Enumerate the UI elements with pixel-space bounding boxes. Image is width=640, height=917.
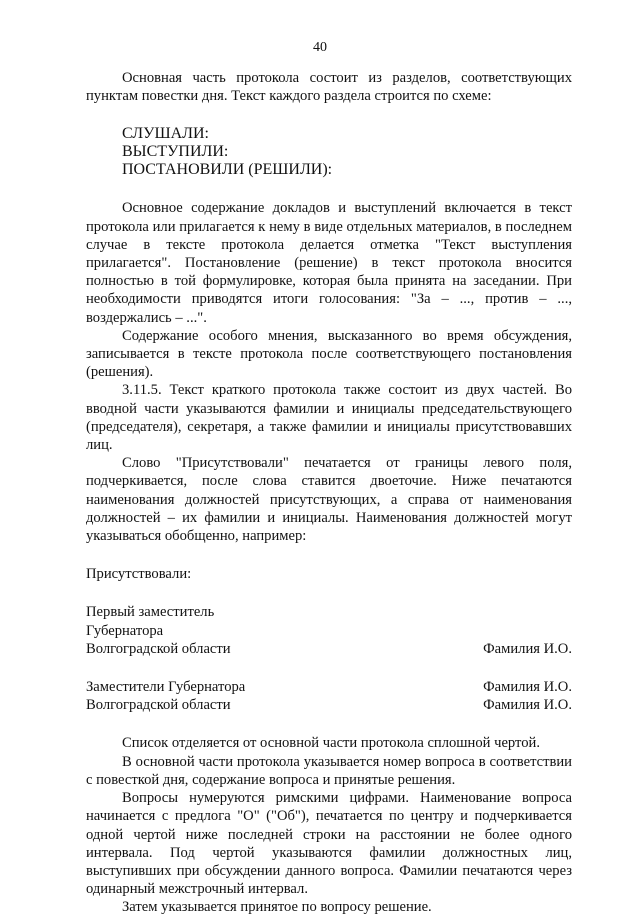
body-paragraph-3: 3.11.5. Текст краткого протокола также состоит из двух частей. Во вводной части указываются фамилии и инициалы председательствующего (председателя), секретаря, а также фамилии и инициалы присутствовавших лиц. [86, 382, 572, 454]
position-line: Волгоградской области [86, 697, 231, 714]
body-paragraph-4: Слово "Присутствовали" печатается от границы левого поля, подчеркивается, после слова ставится двоеточие. Ниже печатаются наименования должностей присутствующих, а справа от наименования должностей – их фамилии и инициалы. Наименования должностей могут указываться обобщенно, например: [86, 455, 572, 545]
attendee-name: Фамилия И.О. [483, 679, 572, 696]
body-paragraph-1: Основное содержание докладов и выступлений включается в текст протокола или прилагается к нему в виде отдельных материалов, в последнем случае в тексте протокола делается отметка "Текст выступления прилагается". Постановление (решение) в текст протокола вносится полностью в той формулировке, которая была принята на заседании. При необходимости приводятся итоги голосования: "За – ..., против – ..., воздержались – ...". [86, 200, 572, 326]
closing-paragraph-2: В основной части протокола указывается номер вопроса в соответствии с повесткой дня, содержание вопроса и принятые решения. [86, 753, 572, 788]
attendance-block-2 [86, 678, 572, 714]
document-body [86, 69, 572, 917]
position-line: Заместители Губернатора [86, 679, 246, 696]
position-line: Волгоградской области [86, 640, 231, 657]
attendance-heading: Присутствовали: [86, 566, 192, 583]
attendee-name: Фамилия И.О. [483, 640, 572, 657]
intro-paragraph: Основная часть протокола состоит из разделов, соответствующих пунктам повестки дня. Текст каждого раздела строится по схеме: [86, 70, 572, 105]
body-paragraph-2: Содержание особого мнения, высказанного во время обсуждения, записывается в тексте протокола после соответствующего постановления (решения). [86, 327, 572, 381]
attendee-name: Фамилия И.О. [483, 697, 572, 714]
scheme-item-spoke: ВЫСТУПИЛИ: [122, 143, 229, 161]
closing-paragraph-3: Вопросы нумеруются римскими цифрами. Наименование вопроса начинается с предлога "О" ("Об"), печатается по центру и подчеркивается одной чертой ниже последней строки на расстоянии не более одного интервала. Под чертой указываются фамилии должностных лиц, выступивших при обсуждении данного вопроса. Фамилии печатаются через одинарный межстрочный интервал. [86, 790, 572, 898]
scheme-item-resolved: ПОСТАНОВИЛИ (РЕШИЛИ): [122, 161, 333, 179]
scheme-item-heard: СЛУШАЛИ: [122, 125, 209, 143]
position-line: Губернатора [86, 622, 164, 639]
position-line: Первый заместитель [86, 604, 215, 621]
attendance-block-1 [86, 603, 572, 658]
scheme-list [86, 125, 572, 179]
page-number: 40 [313, 40, 327, 55]
closing-paragraph-1: Список отделяется от основной части протокола сплошной чертой. [122, 735, 540, 752]
closing-paragraph-4: Затем указывается принятое по вопросу решение. [122, 899, 432, 916]
